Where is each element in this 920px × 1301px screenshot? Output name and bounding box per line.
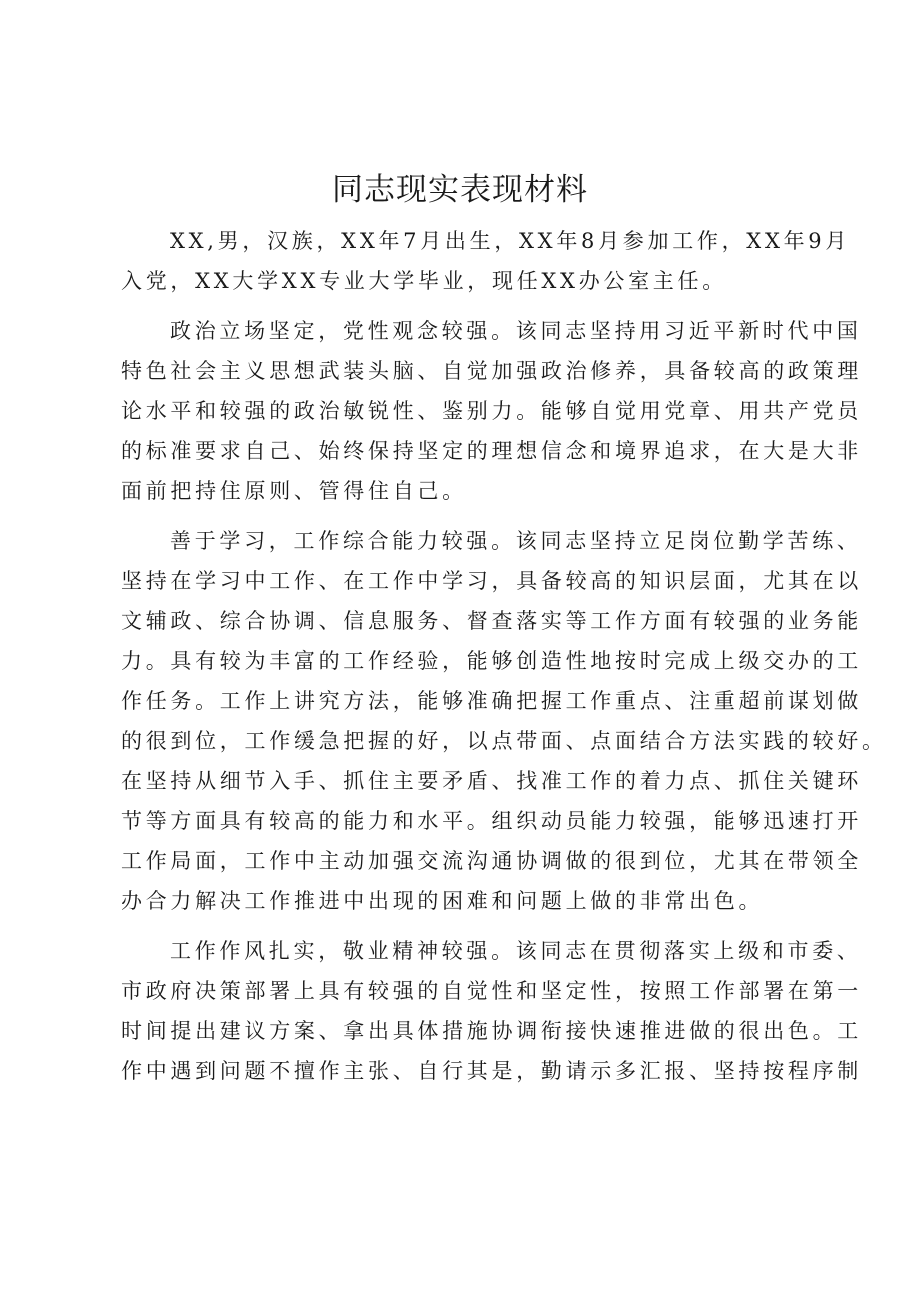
text-line: 工作局面，工作中主动加强交流沟通协调做的很到位，尤其在带领全	[121, 849, 862, 873]
text-line: 力。具有较为丰富的工作经验，能够创造性地按时完成上级交办的工	[121, 649, 862, 673]
text-line: 坚持在学习中工作、在工作中学习，具备较高的知识层面，尤其在以	[121, 569, 862, 593]
text-line: 文辅政、综合协调、信息服务、督查落实等工作方面有较强的业务能	[121, 609, 862, 633]
paragraph-gap	[121, 301, 818, 311]
text-line: 论水平和较强的政治敏锐性、鉴别力。能够自觉用党章、用共产党员	[121, 399, 862, 423]
paragraph-learning-ability	[121, 521, 887, 921]
text-line: 作中遇到问题不擅作主张、自行其是，勤请示多汇报、坚持按程序制	[121, 1059, 862, 1083]
text-line: 的标准要求自己、始终保持坚定的理想信念和境界追求，在大是大非	[121, 439, 862, 463]
text-line: 作任务。工作上讲究方法，能够准确把握工作重点、注重超前谋划做	[121, 689, 862, 713]
text-line: 特色社会主义思想武装头脑、自觉加强政治修养，具备较高的政策理	[121, 359, 862, 383]
text-line: 政治立场坚定，党性观念较强。该同志坚持用习近平新时代中国	[170, 319, 862, 343]
text-line: 时间提出建议方案、拿出具体措施协调衔接快速推进做的很出色。工	[121, 1019, 862, 1043]
text-line: 节等方面具有较高的能力和水平。组织动员能力较强，能够迅速打开	[121, 809, 862, 833]
text-line: XX,男，汉族，XX年7月出生，XX年8月参加工作，XX年9月	[170, 229, 851, 253]
text-line: 面前把持住原则、管得住自己。	[121, 479, 467, 503]
paragraph-personal-info	[121, 221, 851, 301]
text-line: 在坚持从细节入手、抓住主要矛盾、找准工作的着力点、抓住关键环	[121, 769, 862, 793]
text-line: 办合力解决工作推进中出现的困难和问题上做的非常出色。	[121, 889, 764, 913]
paragraph-gap	[121, 921, 818, 931]
document-title: 同志现实表现材料	[332, 172, 588, 208]
text-line: 工作作风扎实，敬业精神较强。该同志在贯彻落实上级和市委、	[170, 939, 862, 963]
text-line: 的很到位，工作缓急把握的好，以点带面、点面结合方法实践的较好。	[121, 729, 887, 753]
document-body	[121, 221, 887, 1091]
text-line: 入党，XX大学XX专业大学毕业，现任XX办公室主任。	[121, 269, 727, 293]
paragraph-political-stance	[121, 311, 862, 511]
text-line: 市政府决策部署上具有较强的自觉性和坚定性，按照工作部署在第一	[121, 979, 862, 1003]
paragraph-work-style	[121, 931, 862, 1091]
paragraph-gap	[121, 511, 818, 521]
text-line: 善于学习，工作综合能力较强。该同志坚持立足岗位勤学苦练、	[170, 529, 862, 553]
